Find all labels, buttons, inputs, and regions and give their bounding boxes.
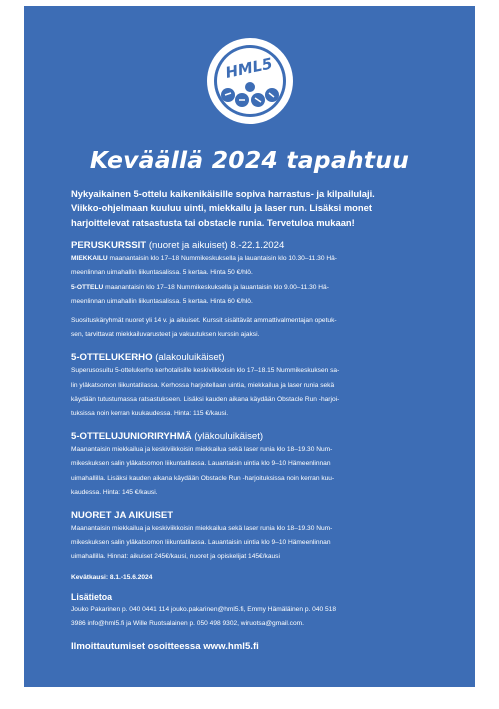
kerho-title: 5-OTTELUKERHO (alakouluikäiset)	[71, 352, 225, 364]
intro-line-1: Nykyaikainen 5-ottelu kaikenikäisille sopiva harrastus- ja kilpailulaji.	[71, 188, 375, 199]
juniorit-line-4: kaudessa. Hinta: 145 €/kausi.	[71, 488, 158, 496]
intro-line-3: harjoittelevat ratsastusta tai obstacle runia. Tervetuloa mukaan!	[71, 216, 355, 228]
juniorit-title: 5-OTTELUJUNIORIRYHMÄ (yläkouluikäiset)	[71, 431, 264, 443]
juniorit-line-1: Maanantaisin miekkailua ja keskiviikkoisin miekkailua sekä laser runia klo 18–19.30 Num-	[71, 446, 333, 454]
peruskurssit-note-2: sen, tarvittavat miekkailuvarusteet ja vakuutuksen kurssin ajaksi.	[71, 331, 260, 339]
kevatkausi: Kevätkausi: 8.1.-15.6.2024	[71, 573, 153, 581]
event-poster	[24, 6, 475, 687]
ottelu-line-1: 5-OTTELU maanantaisin klo 17–18 Nummikeskuksella ja lauantaisin klo 9.00–11.30 Hä-	[71, 283, 329, 291]
registration-link[interactable]: Ilmoittautumiset osoitteessa www.hml5.fi	[71, 641, 259, 653]
aikuiset-line-2: mikeskuksen salin yläkatsomon liikuntatilassa. Lauantaisin uintia klo 9–10 Hämeenlinnan	[71, 539, 331, 547]
content	[71, 187, 451, 652]
lisatietoa-title: Lisätietoa	[71, 591, 113, 602]
kerho-line-1: Superusosuitu 5-ottelukerho kerhotalisille keskiviikkoisin klo 17–18.15 Nummikeskuksen sa-	[71, 367, 340, 375]
juniorit-line-2: mikeskuksen salin yläkatsomon liikuntatilassa. Lauantaisin uintia klo 9–10 Hämeenlinnan	[71, 460, 331, 468]
ottelu-line-2: meenlinnan uimahallin liikuntasalissa. 5 kertaa. Hinta 60 €/hlö.	[71, 297, 253, 305]
svg-text:HML5: HML5	[223, 54, 275, 82]
kerho-line-2: lin yläkatsomon liikuntatilassa. Kerhossa harjoitellaan uintia, miekkailua ja laser runia sekä	[71, 381, 335, 389]
juniorit-line-3: uimahallilla. Lisäksi kauden aikana käydään Obstacle Run -harjoituksissa noin kerran kuu-	[71, 474, 335, 482]
lisatietoa-line-1: Jouko Pakarinen p. 040 0441 114 jouko.pakarinen@hml5.fi, Emmy Hämäläinen p. 040 518	[71, 605, 336, 613]
peruskurssit-note-1: Suosituskäryhmät nuoret yli 14 v. ja aikuiset. Kurssit sisältävät ammattivalmentajan opetuk-	[71, 317, 337, 325]
aikuiset-title: NUORET JA AIKUISET	[71, 510, 174, 522]
miekkailu-line-1: MIEKKAILU maanantaisin klo 17–18 Nummikeskuksella ja lauantaisin klo 10.30–11.30 Hä-	[71, 255, 337, 263]
kerho-line-4: tuksissa noin kerran kuukaudessa. Hinta: 115 €/kausi.	[71, 410, 229, 418]
hml5-logo	[206, 37, 294, 125]
kerho-line-3: käydään tutustumassa ratsastukseen. Lisäksi kauden aikana käydään Obstacle Run -harjoi-	[71, 395, 340, 403]
aikuiset-line-1: Maanantaisin miekkailua ja keskiviikkoisin miekkailua sekä laser runia klo 18–19.30 Num-	[71, 525, 333, 533]
lisatietoa-line-2: 3986 info@hml5.fi ja Wille Ruotsalainen p. 050 498 9302, wiruotsa@gmail.com.	[71, 620, 304, 628]
miekkailu-line-2: meenlinnan uimahallin liikuntasalissa. 5 kertaa. Hinta 50 €/hlö.	[71, 269, 253, 277]
intro-line-2: Viikko-ohjelmaan kuuluu uinti, miekkailu ja laser run. Lisäksi monet	[71, 202, 372, 214]
peruskurssit-title: PERUSKURSSIT (nuoret ja aikuiset) 8.-22.1.2024	[71, 240, 285, 252]
headline: Keväällä 2024 tapahtuu	[89, 146, 410, 174]
aikuiset-line-3: uimahallilla. Hinnat: aikuiset 245€/kausi, nuoret ja opiskelijat 145€/kausi	[71, 553, 280, 561]
